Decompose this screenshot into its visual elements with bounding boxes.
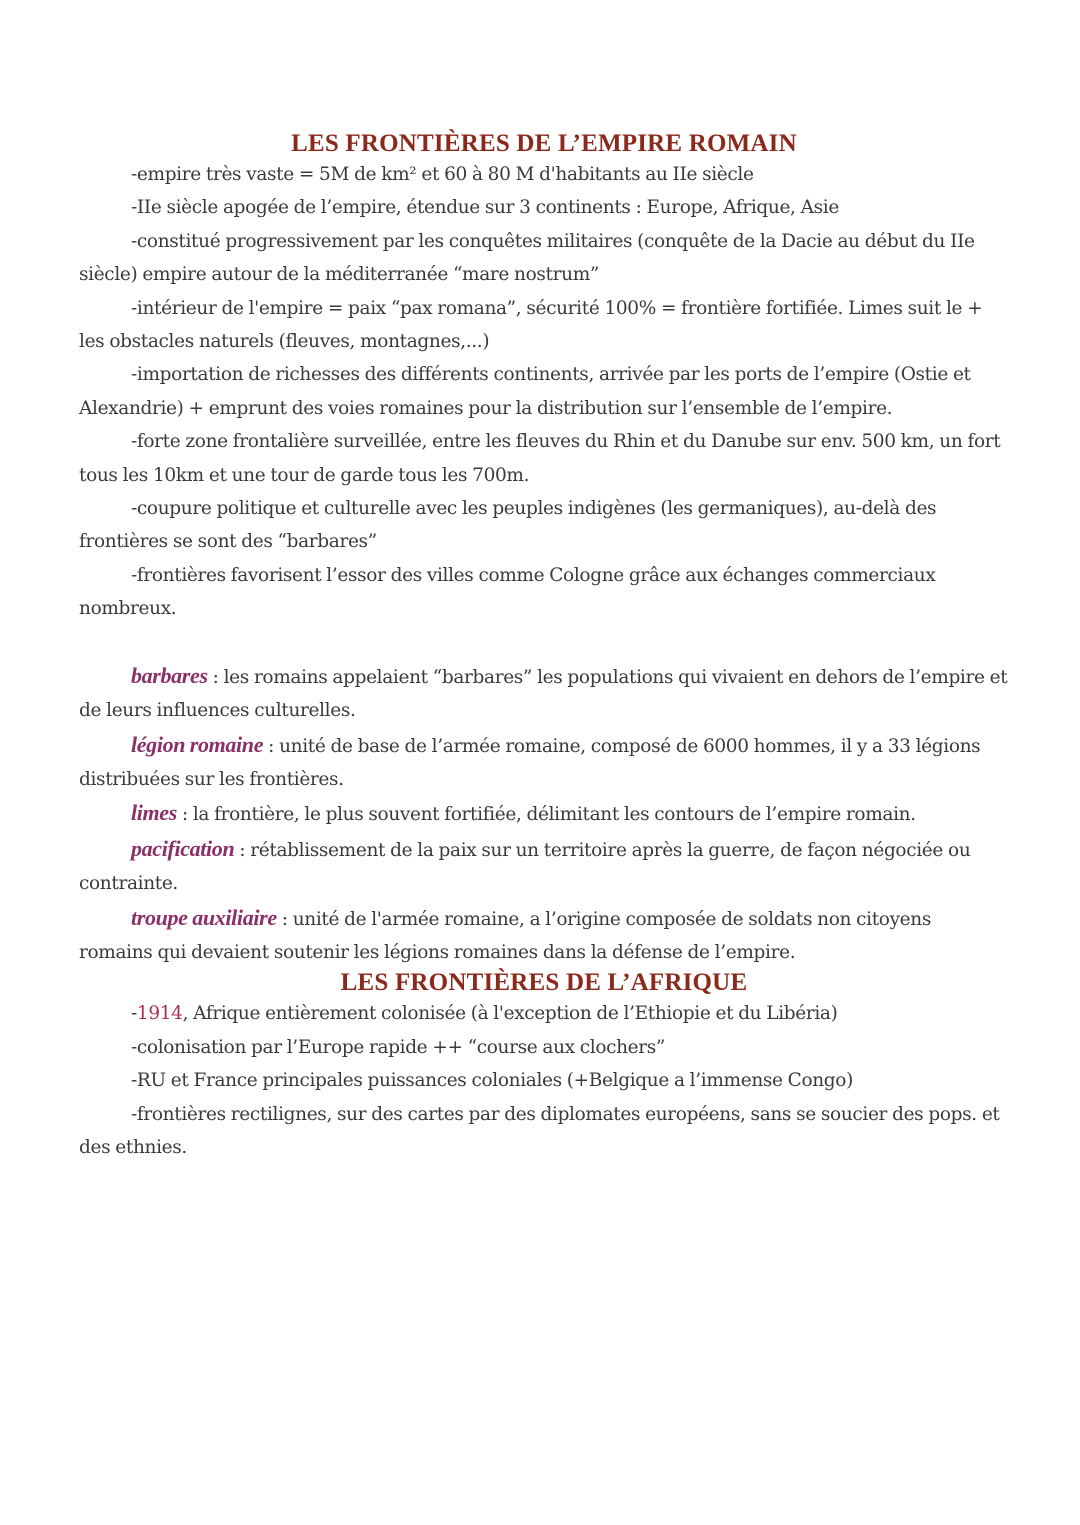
definition-item [79,659,1009,728]
definition-term: limes [131,800,177,826]
empire-romain-notes [79,158,1009,626]
note-paragraph: -frontières favorisent l’essor des villes comme Cologne grâce aux échanges commerciaux nombreux. [79,564,936,620]
spacer [79,626,1009,659]
document-page [79,130,1009,1164]
definition-text: : unité de l'armée romaine, a l’origine composée de soldats non citoyens romains qui devaient soutenir les légions romaines dans la défense de l’empire. [79,908,931,963]
note-paragraph: -constitué progressivement par les conquêtes militaires (conquête de la Dacie au début du IIe siècle) empire autour de la méditerranée “mare nostrum” [79,230,975,286]
definition-term: légion romaine [131,731,264,757]
definitions-list [79,659,1009,970]
definition-term: barbares [131,662,208,688]
note-paragraph: -intérieur de l'empire = paix “pax romana”, sécurité 100% = frontière fortifiée. Limes suit le + les obstacles naturels (fleuves, montagnes,...) [79,297,983,353]
definition-text: : la frontière, le plus souvent fortifiée, délimitant les contours de l’empire romain. [176,804,916,826]
definition-item [79,796,1009,831]
note-paragraph: -colonisation par l’Europe rapide ++ “course aux clochers” [131,1036,666,1058]
note-paragraph: -coupure politique et culturelle avec les peuples indigènes (les germaniques), au-delà des frontières se sont des “barbares” [79,498,937,553]
definition-text: : rétablissement de la paix sur un territoire après la guerre, de façon négociée ou contrainte. [79,839,971,895]
note-paragraph: -IIe siècle apogée de l’empire, étendue sur 3 continents : Europe, Afrique, Asie [131,197,839,219]
section-title-empire-romain: LES FRONTIÈRES DE L’EMPIRE ROMAIN [291,130,797,157]
definition-term: troupe auxiliaire [131,904,277,930]
note-paragraph: -importation de richesses des différents continents, arrivée par les ports de l’empire (Ostie et Alexandrie) + emprunt des voies romaines pour la distribution sur l’ensemble de l’empire. [79,364,971,419]
definition-term: pacification [131,835,235,861]
note-paragraph [79,997,1009,1030]
definition-item [79,832,1009,901]
section-title-afrique: LES FRONTIÈRES DE L’AFRIQUE [340,969,748,997]
definition-item [79,728,1009,797]
afrique-notes [79,997,1009,1164]
definition-item [79,901,1009,970]
note-paragraph: -RU et France principales puissances coloniales (+Belgique a l’immense Congo) [131,1070,853,1092]
definition-text: : les romains appelaient “barbares” les populations qui vivaient en dehors de l’empire et de leurs influences culturelles. [79,666,1008,722]
bullet-prefix: - [131,1003,137,1025]
note-paragraph: -empire très vaste = 5M de km² et 60 à 80 M d'habitants au IIe siècle [131,164,754,185]
bullet-text: , Afrique entièrement colonisée (à l'exception de l’Ethiopie et du Libéria) [182,1003,838,1025]
note-paragraph: -forte zone frontalière surveillée, entre les fleuves du Rhin et du Danube sur env. 500 km, un fort tous les 10km et une tour de garde tous les 700m. [79,431,1001,486]
definition-text: : unité de base de l’armée romaine, composé de 6000 hommes, il y a 33 légions distribuées sur les frontières. [79,735,981,790]
note-paragraph: -frontières rectilignes, sur des cartes par des diplomates européens, sans se soucier des pops. et des ethnies. [79,1103,1000,1158]
date-highlight: 1914 [136,1003,183,1025]
